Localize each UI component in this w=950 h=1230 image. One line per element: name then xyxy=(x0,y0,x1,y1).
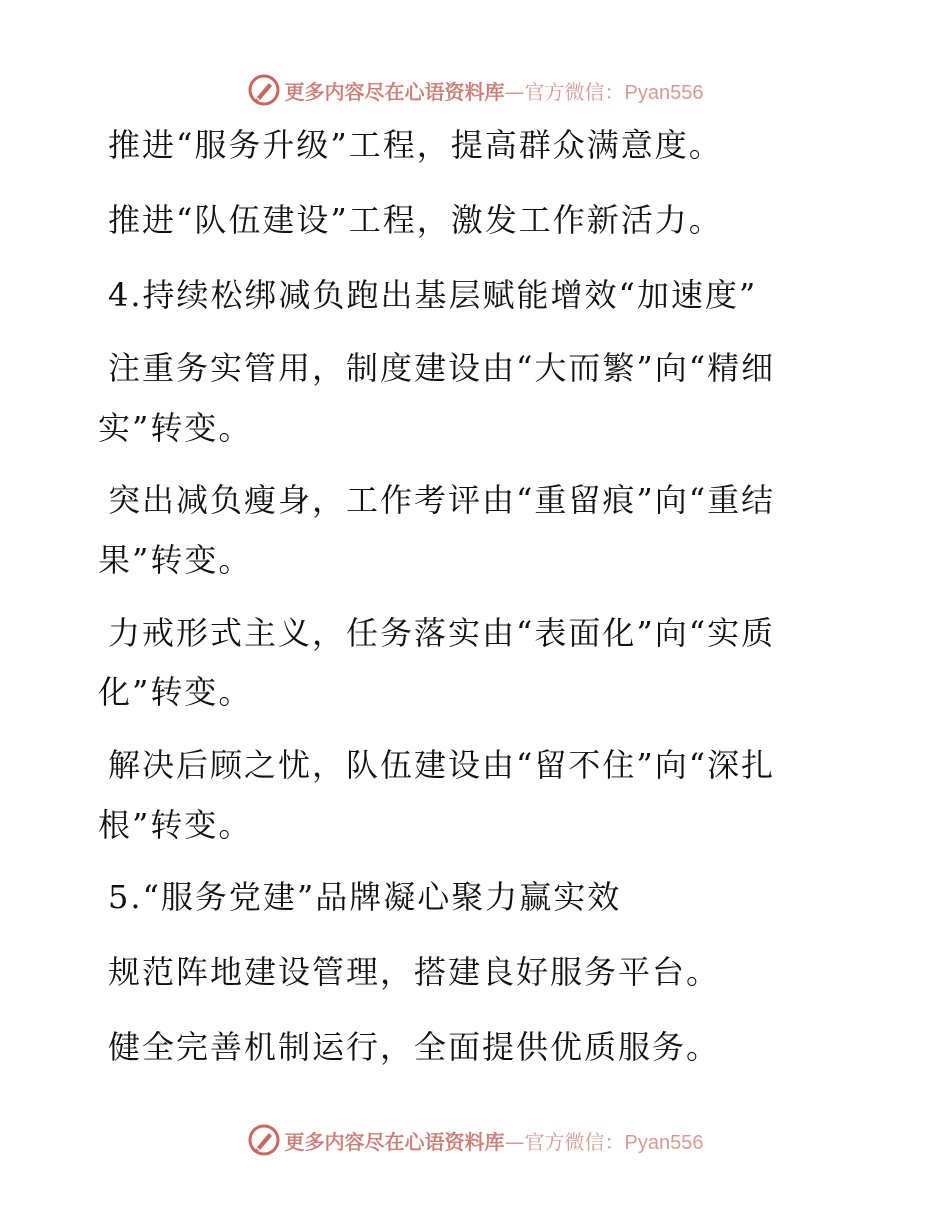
text-line: 化”转变。 xyxy=(98,673,253,711)
text-line: 推进“服务升级”工程，提高群众满意度。 xyxy=(108,126,723,164)
watermark-contact-label: 官方微信： xyxy=(524,1129,625,1154)
text-line: 果”转变。 xyxy=(98,541,253,579)
text-line: 规范阵地建设管理，搭建良好服务平台。 xyxy=(108,953,721,991)
pen-seal-icon xyxy=(247,1123,281,1157)
text-line: 解决后顾之忧，队伍建设由“留不住”向“深扎 xyxy=(108,746,776,784)
watermark-text xyxy=(285,1126,704,1155)
watermark-contact-id: Pyan556 xyxy=(624,81,704,104)
watermark-separator: — xyxy=(504,79,525,104)
watermark-contact-label: 官方微信： xyxy=(524,79,625,104)
text-line: 实”转变。 xyxy=(98,409,253,447)
watermark-brand: 更多内容尽在心语资料库 xyxy=(284,79,505,104)
text-line: 力戒形式主义，任务落实由“表面化”向“实质 xyxy=(108,614,776,652)
pen-seal-icon xyxy=(247,73,281,107)
section-heading: 5.“服务党建”品牌凝心聚力赢实效 xyxy=(108,878,622,916)
section-heading: 4.持续松绑减负跑出基层赋能增效“加速度” xyxy=(108,276,758,314)
watermark-contact-id: Pyan556 xyxy=(624,1131,704,1154)
text-line: 注重务实管用，制度建设由“大而繁”向“精细 xyxy=(108,349,776,387)
text-line: 推进“队伍建设”工程，激发工作新活力。 xyxy=(108,201,723,239)
watermark-text xyxy=(285,76,704,105)
text-line: 根”转变。 xyxy=(98,806,253,844)
header-watermark xyxy=(0,70,950,110)
text-line: 健全完善机制运行，全面提供优质服务。 xyxy=(108,1028,721,1066)
text-line: 突出减负瘦身，工作考评由“重留痕”向“重结 xyxy=(108,481,776,519)
watermark-brand: 更多内容尽在心语资料库 xyxy=(284,1129,505,1154)
footer-watermark xyxy=(0,1120,950,1160)
watermark-separator: — xyxy=(504,1129,525,1154)
